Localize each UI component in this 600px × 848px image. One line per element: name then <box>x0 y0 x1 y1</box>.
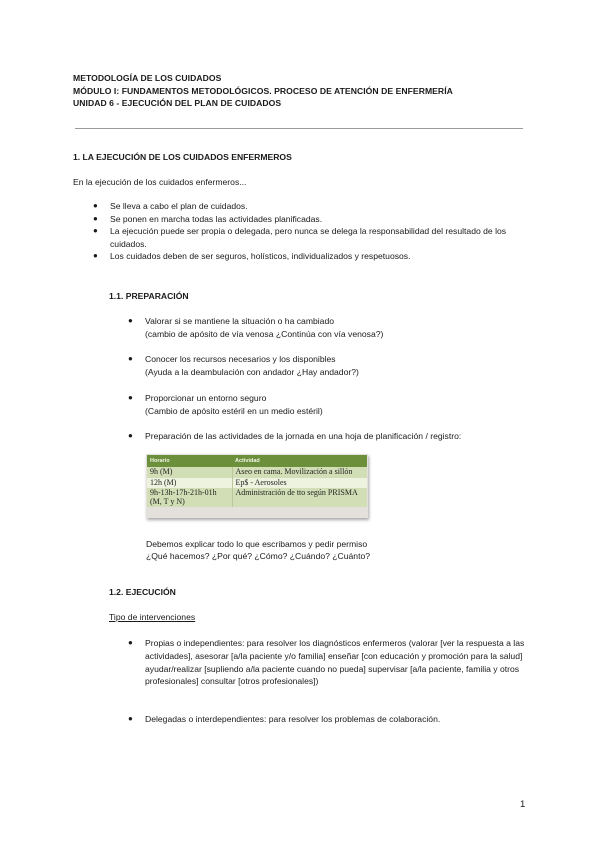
list-item: ● Se lleva a cabo el plan de cuidados. <box>93 201 248 211</box>
bullet-icon: ● <box>93 213 98 223</box>
page-number: 1 <box>520 799 526 810</box>
bullet-icon: ● <box>128 393 133 402</box>
bullet-icon: ● <box>93 251 98 261</box>
ejecucion-item: ● Delegadas o interdependientes: para resolver los problemas de colaboración. <box>128 714 441 724</box>
table-cell: Aseo en cama. Movilización a sillón <box>232 467 367 478</box>
preparacion-item: ● Conocer los recursos necesarios y los disponibles (Ayuda a la deambulación con andador ¿Hay andador?) <box>128 354 359 377</box>
table-row <box>147 467 367 478</box>
preparacion-item: ● Valorar si se mantiene la situación o ha cambiado (cambio de apósito de vía venosa ¿Continúa con vía venosa?) <box>128 316 384 339</box>
section-1-heading: 1. LA EJECUCIÓN DE LOS CUIDADOS ENFERMEROS <box>73 152 292 162</box>
preparacion-item: ● Proporcionar un entorno seguro (Cambio de apósito estéril en un medio estéril) <box>128 393 323 416</box>
planning-table <box>147 455 367 507</box>
table-header-horario: Horario <box>147 455 232 467</box>
table-row <box>147 488 367 507</box>
preparacion-note: Debemos explicar todo lo que escribamos y pedir permiso ¿Qué hacemos? ¿Por qué? ¿Cómo? ¿Cuándo? ¿Cuánto? <box>146 539 371 562</box>
bullet-icon: ● <box>128 431 133 440</box>
table-cell: 12h (M) <box>147 478 232 489</box>
header-course-title: METODOLOGÍA DE LOS CUIDADOS <box>73 73 222 83</box>
bullet-icon: ● <box>128 638 133 647</box>
bullet-icon: ● <box>128 354 133 363</box>
bullet-icon: ● <box>93 201 98 210</box>
preparacion-heading: 1.1. PREPARACIÓN <box>109 291 189 301</box>
bullet-icon: ● <box>128 714 133 723</box>
list-item: ● La ejecución puede ser propia o delegada, pero nunca se delega la responsabilidad del resultado de los cuidados. <box>93 226 507 249</box>
table-cell: Ep$ - Aerosoles <box>232 478 367 489</box>
bullet-icon: ● <box>93 226 98 236</box>
table-cell: 9h (M) <box>147 467 232 478</box>
document-header <box>73 72 533 110</box>
list-item: ● Se ponen en marcha todas las actividades planificadas. <box>93 213 323 224</box>
ejecucion-item: ● Propias o independientes: para resolver los diagnósticos enfermeros (valorar [ver la respuesta a las actividades], asesorar [a/la paciente y/o familia] enseñar [con educación y promoción para la salud] ayudar/realizar [supliendo a/la paciente cuando no pueda] supervisar [a/la paciente, familia y otros profesionales] consultar [otros profesionales]) <box>128 638 525 687</box>
table-header-actividad: Actividad <box>232 455 367 467</box>
preparacion-item: ● Preparación de las actividades de la jornada en una hoja de planificación / registro: <box>128 431 462 441</box>
header-unit-title: UNIDAD 6 - EJECUCIÓN DEL PLAN DE CUIDADOS <box>73 98 282 108</box>
header-divider <box>75 128 523 129</box>
header-module-title: MÓDULO I: FUNDAMENTOS METODOLÓGICOS. PROCESO DE ATENCIÓN DE ENFERMERÍA <box>73 85 453 96</box>
table-cell: Administración de tto según PRISMA <box>232 488 367 507</box>
table-cell: 9h-13h-17h-21h-01h (M, T y N) <box>147 488 232 507</box>
section-1-bullet-list <box>93 200 523 263</box>
planning-sheet-image <box>146 454 368 518</box>
ejecucion-subheading: Tipo de intervenciones <box>109 612 196 622</box>
section-1-intro: En la ejecución de los cuidados enfermeros... <box>73 177 247 187</box>
bullet-icon: ● <box>128 316 133 325</box>
table-row <box>147 478 367 489</box>
ejecucion-heading: 1.2. EJECUCIÓN <box>109 587 176 597</box>
list-item: ● Los cuidados deben de ser seguros, holísticos, individualizados y respetuosos. <box>93 251 411 262</box>
table-header-row <box>147 455 367 467</box>
